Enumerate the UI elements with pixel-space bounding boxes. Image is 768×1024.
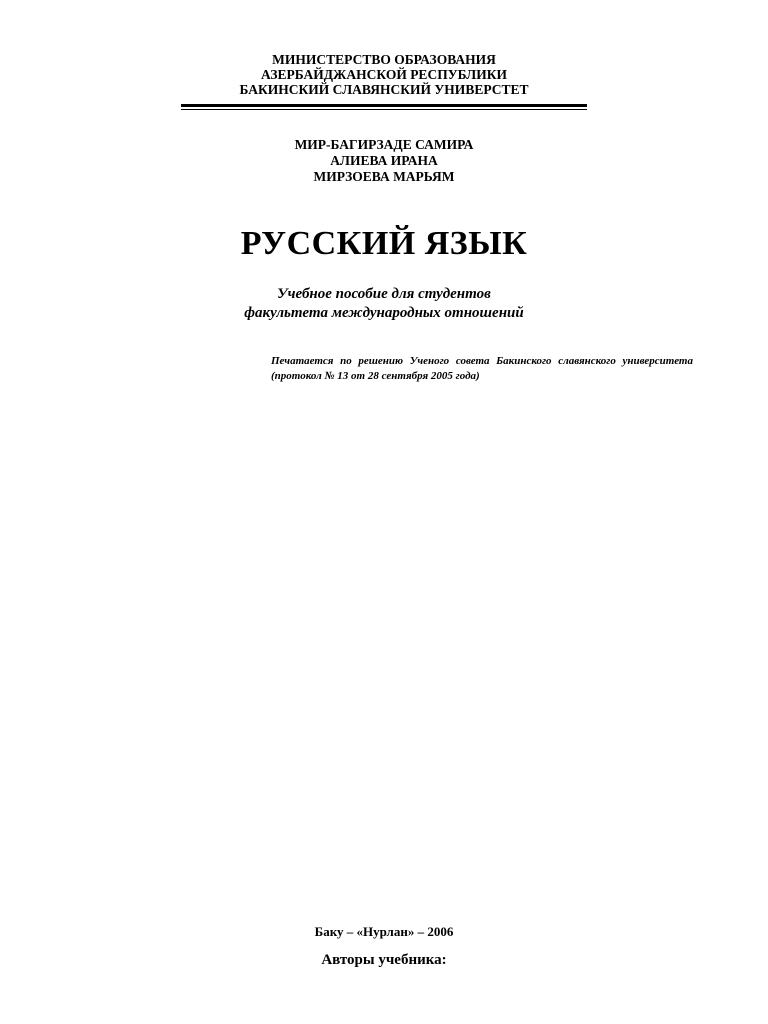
header-divider-thin xyxy=(181,109,587,110)
publication-decree: Печатается по решению Ученого совета Бакинского славянского университета (протокол № 13 от 28 сентября 2005 года) xyxy=(271,355,693,382)
university-line: БАКИНСКИЙ СЛАВЯНСКИЙ УНИВЕРСТЕТ xyxy=(239,82,529,97)
book-title: РУССКИЙ ЯЗЫК xyxy=(240,225,528,262)
author-name: АЛИЕВА ИРАНА xyxy=(330,153,438,168)
subtitle-line: Учебное пособие для студентов xyxy=(277,286,491,302)
ministry-header xyxy=(0,52,768,97)
publisher-imprint: Баку – «Нурлан» – 2006 xyxy=(314,924,454,939)
textbook-authors-heading: Авторы учебника: xyxy=(321,952,447,968)
subtitle-line: факультета международных отношений xyxy=(244,305,524,321)
author-name: МИР-БАГИРЗАДЕ САМИРА xyxy=(294,137,474,152)
header-divider-thick xyxy=(181,104,587,107)
author-list xyxy=(0,137,768,185)
book-subtitle xyxy=(0,285,768,323)
author-name: МИРЗОЕВА МАРЬЯМ xyxy=(313,169,455,184)
ministry-line: МИНИСТЕРСТВО ОБРАЗОВАНИЯ xyxy=(272,52,496,67)
ministry-line: АЗЕРБАЙДЖАНСКОЙ РЕСПУБЛИКИ xyxy=(260,67,508,82)
